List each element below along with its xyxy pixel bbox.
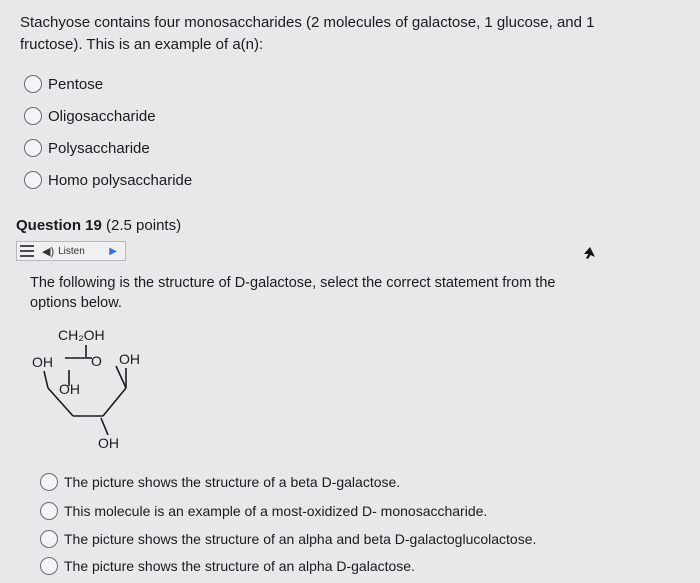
listen-label[interactable]: Listen: [58, 245, 85, 257]
question-18-text: Stachyose contains four monosaccharides (2 molecules of galactose, 1 glucose, and 1 fructose). This is an example of a(n):: [20, 14, 595, 53]
q18-option-homo-polysaccharide[interactable]: [24, 171, 192, 189]
option-label: The picture shows the structure of a beta D-galactose.: [64, 474, 401, 490]
q18-option-polysaccharide[interactable]: [24, 139, 150, 157]
mouse-cursor-icon: [583, 246, 597, 260]
speaker-icon: ◀︎): [42, 245, 55, 258]
radio-button[interactable]: [24, 75, 42, 93]
radio-button[interactable]: [40, 530, 58, 548]
q18-option-pentose[interactable]: [24, 75, 103, 93]
radio-button[interactable]: [24, 171, 42, 189]
question-19-header: [16, 217, 181, 234]
q19-option-most-oxidized[interactable]: [40, 502, 487, 520]
q19-option-alpha[interactable]: [40, 557, 415, 575]
option-label: Homo polysaccharide: [48, 171, 193, 189]
radio-button[interactable]: [40, 502, 58, 520]
menu-icon[interactable]: [20, 245, 34, 257]
play-icon[interactable]: ▶: [109, 245, 117, 257]
oh-inner-label: OH: [59, 381, 80, 397]
option-label: This molecule is an example of a most-oxidized D- monosaccharide.: [64, 503, 488, 519]
option-label: The picture shows the structure of an alpha and beta D-galactoglucolactose.: [64, 531, 537, 547]
galactose-structure-diagram: [28, 322, 178, 457]
radio-button[interactable]: [24, 107, 42, 125]
radio-button[interactable]: [40, 473, 58, 491]
q18-option-oligosaccharide[interactable]: [24, 107, 156, 125]
oh-right-label: OH: [119, 351, 140, 367]
radio-button[interactable]: [40, 557, 58, 575]
oh-bottom-label: OH: [98, 435, 119, 451]
question-points: (2.5 points): [106, 217, 182, 234]
listen-toolbar[interactable]: [16, 241, 126, 261]
radio-button[interactable]: [24, 139, 42, 157]
oh-left-label: OH: [32, 354, 53, 370]
q19-option-alpha-beta[interactable]: [40, 530, 536, 548]
question-19-text: The following is the structure of D-galactose, select the correct statement from the options below.: [30, 275, 556, 311]
ch2oh-label: CH₂OH: [58, 327, 105, 343]
option-label: The picture shows the structure of an alpha D-galactose.: [64, 558, 415, 574]
option-label: Oligosaccharide: [48, 107, 156, 125]
ring-oxygen-label: O: [91, 353, 102, 369]
option-label: Polysaccharide: [48, 139, 150, 157]
question-title: Question 19: [16, 217, 102, 234]
q19-option-beta[interactable]: [40, 473, 400, 491]
option-label: Pentose: [48, 75, 104, 93]
